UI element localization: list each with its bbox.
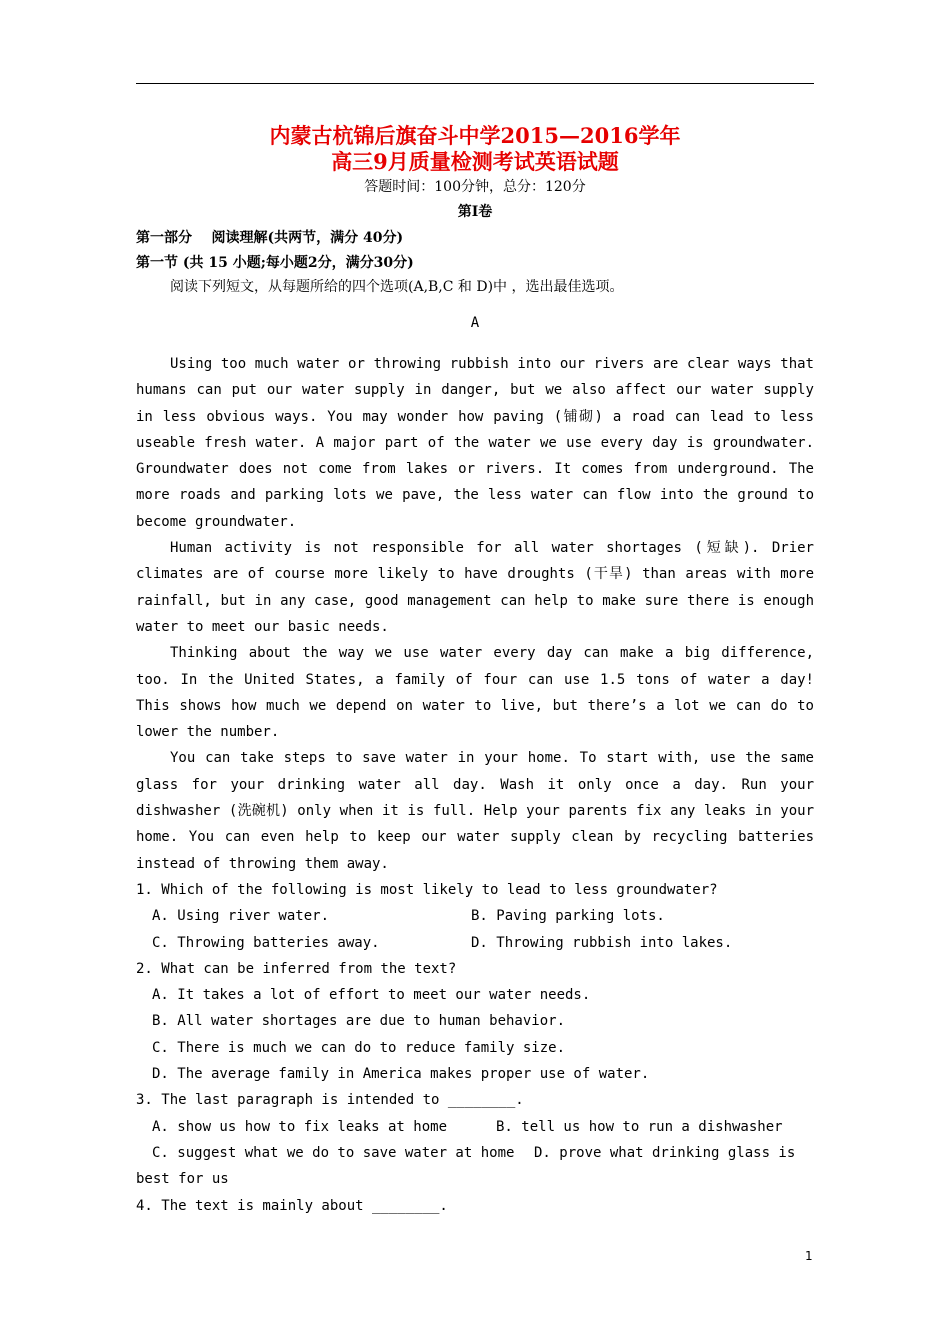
page-number: 1 <box>805 1249 813 1263</box>
question-1-stem: 1. Which of the following is most likely to lead to less groundwater? <box>136 881 718 898</box>
question-1-options-row2 <box>136 930 814 956</box>
question-3-options-row1 <box>136 1114 814 1140</box>
option-b: B. Paving parking lots. <box>471 908 665 925</box>
passage-paragraph: Human activity is not responsible for all water shortages (短缺). Drier climates are of course more likely to have droughts (干旱) than areas with more rainfall, but in any case, good management can help to make sure there is enough water to meet our basic needs. <box>136 540 814 635</box>
option-d: D. The average family in America makes proper use of water. <box>152 1066 650 1083</box>
option-a: A. Using river water. <box>152 908 330 925</box>
option-d-continued: best for us <box>136 1171 229 1188</box>
question-3-options-row2 <box>136 1140 814 1166</box>
option-c: C. There is much we can do to reduce family size. <box>152 1039 566 1056</box>
instructions: 阅读下列短文，从每题所给的四个选项(A,B,C 和 D)中 ，选出最佳选项。 <box>170 279 624 295</box>
question-4-stem: 4. The text is mainly about ________. <box>136 1197 448 1214</box>
passage-paragraph: Thinking about the way we use water every day can make a big difference, too. In the United States, a family of four can use 1.5 tons of water a day! This shows how much we depend on water to live, but there’s a lot we can do to lower the number. <box>136 645 814 741</box>
option-d: D. Throwing rubbish into lakes. <box>471 934 733 951</box>
passage-body <box>136 351 814 1219</box>
time-and-score: 答题时间：100分钟，总分：120分 <box>364 179 586 195</box>
section-heading: 第一节 (共 15 小题;每小题2分，满分30分) <box>136 255 414 271</box>
exam-title-line1: 内蒙古杭锦后旗奋斗中学2015—2016学年 <box>269 123 681 148</box>
option-b: B. tell us how to run a dishwasher <box>496 1118 783 1135</box>
exam-title-line2: 高三9月质量检测考试英语试题 <box>331 149 619 174</box>
passage-paragraph: You can take steps to save water in your home. To start with, use the same glass for your drinking water all day. Wash it only once a day. Run your dishwasher (洗碗机) only when it is full. Help your parents fix any leaks in your home. You can even help to keep our water supply clean by recycling batteries instead of throwing them away. <box>136 750 814 872</box>
option-d: D. prove what drinking glass is <box>534 1144 796 1161</box>
option-c: C. suggest what we do to save water at home <box>152 1144 515 1161</box>
question-2-stem: 2. What can be inferred from the text? <box>136 960 457 977</box>
option-b: B. All water shortages are due to human behavior. <box>152 1013 566 1030</box>
option-a: A. It takes a lot of effort to meet our water needs. <box>152 987 591 1004</box>
volume-heading: 第Ⅰ卷 <box>457 204 493 220</box>
passage-paragraph: Using too much water or throwing rubbish into our rivers are clear ways that humans can put our water supply in danger, but we also affect our water supply in less obvious ways. You may wonder how paving (铺砌) a road can lead to less useable fresh water. A major part of the water we use every day is groundwater. Groundwater does not come from lakes or rivers. It comes from underground. The more roads and parking lots we pave, the less water can flow into the ground to become groundwater. <box>136 356 814 530</box>
header-rule <box>136 83 814 84</box>
passage-label: A <box>470 315 480 331</box>
option-a: A. show us how to fix leaks at home <box>152 1118 448 1135</box>
part-heading: 第一部分 阅读理解(共两节，满分 40分) <box>136 230 404 246</box>
question-1-options-row1 <box>136 903 814 929</box>
option-c: C. Throwing batteries away. <box>152 934 380 951</box>
question-3-stem: 3. The last paragraph is intended to ________. <box>136 1092 524 1109</box>
